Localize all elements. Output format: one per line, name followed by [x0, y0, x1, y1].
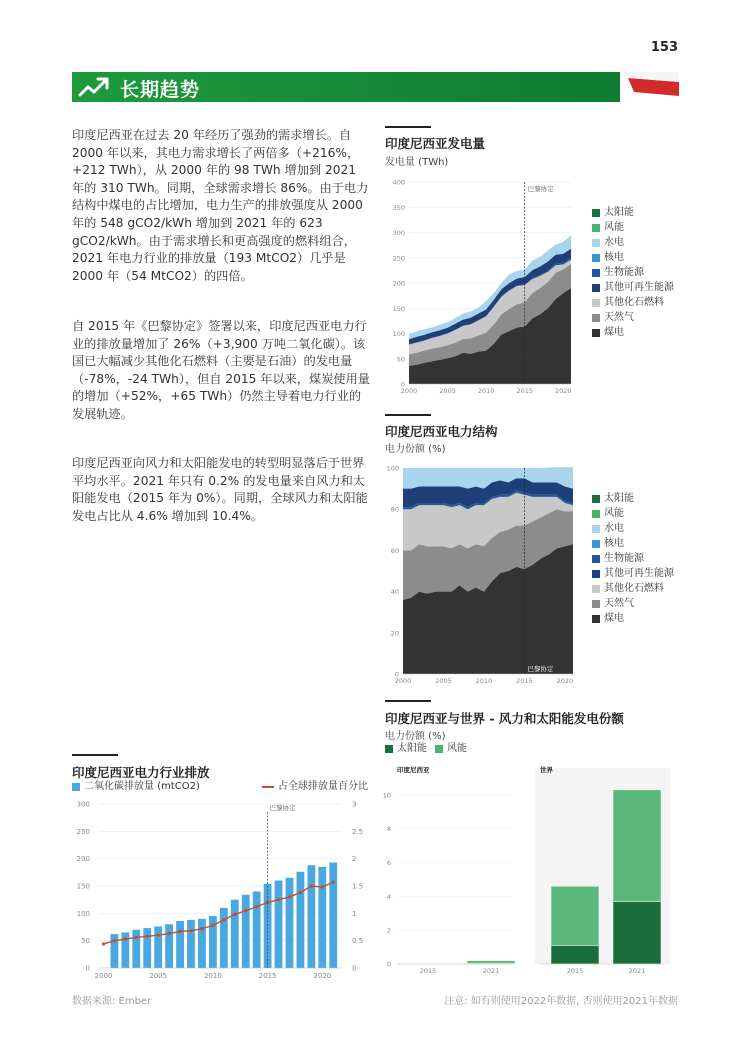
- legend-swatch: [72, 783, 80, 791]
- emission-bar: [165, 924, 173, 968]
- y-right-tick-label: 3: [352, 800, 357, 809]
- y-left-tick-label: 250: [76, 827, 90, 836]
- legend-label: 水电: [604, 523, 624, 534]
- bar-风能: [467, 961, 515, 964]
- global-share-point: [178, 930, 181, 933]
- legend-item: [592, 581, 674, 596]
- panel-label: 世界: [540, 766, 553, 774]
- emission-bar: [297, 872, 305, 968]
- legend-swatch: [592, 239, 600, 247]
- legend-label: 煤电: [604, 327, 624, 338]
- chart2-title: 印度尼西亚电力结构: [385, 424, 498, 439]
- legend-item: [592, 280, 674, 295]
- x-tick-label: 2000: [400, 387, 418, 395]
- generation-area-chart: [375, 172, 585, 396]
- x-tick-label: 2005: [435, 677, 452, 685]
- legend-swatch: [592, 600, 600, 608]
- chart1-legend: [592, 205, 674, 340]
- global-share-point: [102, 942, 105, 945]
- x-tick-label: 2015: [258, 972, 277, 980]
- y-tick-label: 200: [392, 279, 405, 288]
- global-share-point: [124, 937, 127, 940]
- legend-label: 其他可再生能源: [604, 282, 674, 293]
- global-share-point: [113, 939, 116, 942]
- global-share-point: [157, 934, 160, 937]
- emission-bar: [318, 867, 326, 968]
- legend-swatch: [592, 495, 600, 503]
- global-share-point: [244, 909, 247, 912]
- chart3-rule: [385, 700, 431, 702]
- y-right-tick-label: 0: [352, 964, 357, 973]
- legend-swatch: [385, 745, 393, 753]
- y-tick-label: 400: [392, 178, 405, 187]
- y-right-tick-label: 1.5: [352, 882, 364, 891]
- legend-swatch: [592, 284, 600, 292]
- legend-label: 二氧化碳排放量 (mtCO2): [84, 781, 200, 792]
- y-tick-label: 100: [386, 464, 399, 473]
- legend-label: 占全球排放量百分比: [278, 781, 368, 792]
- global-share-point: [233, 913, 236, 916]
- chart2-legend: [592, 491, 674, 626]
- x-tick-label: 2020: [313, 972, 332, 980]
- y-left-tick-label: 150: [76, 882, 90, 891]
- legend-item: [592, 250, 674, 265]
- legend-swatch: [592, 299, 600, 307]
- legend-line-swatch: [262, 786, 274, 788]
- legend-item: [592, 596, 674, 611]
- legend-swatch: [592, 525, 600, 533]
- bar-风能: [613, 790, 661, 902]
- y-tick-label: 10: [382, 791, 391, 800]
- emission-bar: [231, 900, 239, 968]
- global-share-point: [189, 929, 192, 932]
- legend-item: [592, 611, 674, 626]
- legend-label: 煤电: [604, 613, 624, 624]
- legend-swatch: [592, 329, 600, 337]
- y-tick-label: 50: [396, 355, 405, 364]
- y-tick-label: 300: [392, 229, 405, 237]
- y-tick-label: 8: [386, 825, 391, 834]
- legend-emissions: [72, 779, 200, 794]
- page-number: 153: [650, 40, 678, 55]
- y-right-tick-label: 0.5: [352, 937, 364, 946]
- legend-swatch: [592, 224, 600, 232]
- emission-bar: [132, 930, 140, 968]
- y-tick-label: 350: [392, 203, 405, 212]
- global-share-point: [277, 898, 280, 901]
- x-tick-label: 2021: [482, 967, 500, 975]
- y-tick-label: 0: [386, 960, 391, 969]
- emission-bar: [143, 928, 151, 968]
- y-left-tick-label: 300: [76, 800, 90, 809]
- y-tick-label: 40: [390, 588, 399, 597]
- x-tick-label: 2010: [203, 972, 222, 980]
- panel-label: 印度尼西亚: [397, 766, 430, 774]
- legend-solar: [385, 741, 427, 756]
- legend-label: 其他化石燃料: [604, 297, 664, 308]
- emission-bar: [275, 881, 283, 968]
- x-tick-label: 2005: [149, 972, 168, 980]
- x-tick-label: 2020: [555, 387, 572, 395]
- emission-bar: [242, 895, 250, 968]
- global-share-point: [200, 927, 203, 930]
- x-tick-label: 2015: [516, 387, 533, 395]
- emission-bar: [286, 878, 294, 968]
- chart4-rule: [72, 754, 118, 756]
- section-banner: [72, 72, 679, 102]
- legend-swatch: [435, 745, 443, 753]
- y-right-tick-label: 2.5: [352, 827, 364, 836]
- chart4-legend: [72, 779, 368, 794]
- mix-share-chart: [375, 460, 585, 692]
- global-share-point: [332, 881, 335, 884]
- x-tick-label: 2000: [394, 677, 412, 685]
- y-left-tick-label: 0: [85, 964, 90, 973]
- footer-source: 数据来源: Ember: [72, 996, 152, 1007]
- legend-item: [592, 521, 674, 536]
- legend-item: [592, 325, 674, 340]
- legend-label: 天然气: [604, 312, 634, 323]
- global-share-point: [135, 936, 138, 939]
- chart1-ylabel: 发电量 (TWh): [385, 157, 449, 168]
- y-right-tick-label: 1: [352, 909, 357, 918]
- emission-bar: [253, 891, 261, 968]
- legend-wind: [435, 741, 467, 756]
- global-share-point: [288, 895, 291, 898]
- legend-label: 核电: [604, 538, 624, 549]
- y-tick-label: 250: [392, 254, 405, 263]
- y-tick-label: 80: [390, 505, 399, 514]
- chart3-ylabel: 电力份额 (%): [385, 731, 446, 742]
- y-left-tick-label: 100: [76, 909, 90, 918]
- y-tick-label: 150: [392, 304, 405, 313]
- x-tick-label: 2020: [556, 677, 574, 685]
- legend-swatch: [592, 510, 600, 518]
- emission-bar: [307, 865, 315, 968]
- legend-label: 核电: [604, 252, 624, 263]
- emission-bar: [198, 919, 206, 968]
- chart2-ylabel: 电力份额 (%): [385, 444, 446, 455]
- legend-label: 生物能源: [604, 267, 644, 278]
- legend-label: 其他化石燃料: [604, 583, 664, 594]
- legend-label: 风能: [604, 222, 624, 233]
- bar-太阳能: [613, 901, 661, 964]
- global-share-point: [168, 932, 171, 935]
- global-share-point: [255, 905, 258, 908]
- y-left-tick-label: 200: [76, 855, 90, 864]
- global-share-point: [310, 884, 313, 887]
- x-tick-label: 2015: [419, 967, 437, 975]
- y-tick-label: 4: [386, 892, 391, 901]
- x-tick-label: 2000: [94, 972, 113, 980]
- paragraph-2: 自 2015 年《巴黎协定》签署以来，印度尼西亚电力行业的排放量增加了 26%（+3,900 万吨二氧化碳）。该国已大幅减少其他化石燃料（主要是石油）的发电量（-78%，-24 TWh），但自 2015 年以来，煤炭使用量的增加（+52%，+65 TWh）仍然主导着电力行业的发展轨迹。: [72, 319, 370, 421]
- footer-note: 注意: 如有则使用2022年数据, 否则使用2021年数据: [444, 996, 678, 1007]
- global-share-point: [299, 891, 302, 894]
- legend-item: [592, 235, 674, 250]
- paris-agreement-label: 巴黎协定: [527, 185, 554, 193]
- x-tick-label: 2010: [477, 387, 495, 395]
- legend-label: 天然气: [604, 598, 634, 609]
- y-tick-label: 60: [390, 546, 399, 555]
- chart1-title: 印度尼西亚发电量: [385, 136, 486, 151]
- chart2-rule: [385, 414, 431, 416]
- legend-item: [592, 205, 674, 220]
- global-share-point: [146, 935, 149, 938]
- emission-bar: [176, 921, 184, 968]
- legend-item: [592, 295, 674, 310]
- banner-red-stripe: [620, 72, 679, 102]
- legend-label: 水电: [604, 237, 624, 248]
- legend-label: 其他可再生能源: [604, 568, 674, 579]
- emission-bar: [329, 862, 337, 968]
- legend-swatch: [592, 209, 600, 217]
- chart3-legend: [385, 741, 467, 756]
- paragraph-3: 印度尼西亚向风力和太阳能发电的转型明显落后于世界平均水平。2021 年只有 0.2% 的发电量来自风力和太阳能发电（2015 年为 0%）。同期，全球风力和太阳能发电占比从 4.6% 增加到 10.4%。: [72, 456, 368, 523]
- paragraph-1: 印度尼西亚在过去 20 年经历了强劲的需求增长。自 2000 年以来，其电力需求增长了两倍多（+216%，+212 TWh），从 2000 年的 98 TWh 增加到 2021 年的 310 TWh。同期，全球需求增长 86%。由于电力结构中煤电的占比增加，电力生产的排放强度从 2000 年的 548 gCO2/kWh 增加到 2021 年的 623 gCO2/kWh。由于需求增长和更高强度的燃料组合，2021 年电力行业的排放量（193 MtCO2）几乎是 2000 年（54 MtCO2）的四倍。: [72, 128, 369, 283]
- x-tick-label: 2010: [475, 677, 493, 685]
- chart4-title: 印度尼西亚电力行业排放: [72, 765, 210, 780]
- legend-item: [592, 506, 674, 521]
- y-tick-label: 6: [386, 859, 391, 868]
- x-tick-label: 2021: [628, 967, 646, 975]
- x-tick-label: 2005: [439, 387, 456, 395]
- emission-bar: [220, 908, 228, 968]
- legend-swatch: [592, 585, 600, 593]
- legend-item: [592, 491, 674, 506]
- legend-label: 生物能源: [604, 553, 644, 564]
- legend-item: [592, 566, 674, 581]
- legend-swatch: [592, 314, 600, 322]
- paris-agreement-label: 巴黎协定: [527, 665, 554, 673]
- section-title: 长期趋势: [120, 79, 201, 101]
- chart1-rule: [385, 126, 431, 128]
- legend-swatch: [592, 540, 600, 548]
- y-tick-label: 0: [400, 380, 405, 389]
- bar-风能: [551, 886, 599, 945]
- y-tick-label: 0: [394, 670, 399, 679]
- legend-swatch: [592, 555, 600, 563]
- emission-bar: [187, 920, 195, 968]
- global-share-point: [222, 918, 225, 921]
- legend-label: 太阳能: [604, 207, 634, 218]
- legend-item: [592, 220, 674, 235]
- legend-swatch: [592, 615, 600, 623]
- x-tick-label: 2015: [566, 967, 584, 975]
- emissions-chart: [60, 796, 372, 984]
- global-share-point: [321, 885, 324, 888]
- legend-share: [262, 779, 368, 794]
- wind-solar-share-chart: [375, 756, 680, 978]
- legend-item: [592, 310, 674, 325]
- y-tick-label: 100: [392, 330, 405, 338]
- y-tick-label: 20: [390, 629, 399, 638]
- global-share-point: [211, 924, 214, 927]
- x-tick-label: 2015: [516, 677, 533, 685]
- y-tick-label: 2: [386, 926, 391, 935]
- legend-swatch: [592, 269, 600, 277]
- legend-label: 风能: [604, 508, 624, 519]
- legend-swatch: [592, 570, 600, 578]
- legend-item: [592, 265, 674, 280]
- chart3-title: 印度尼西亚与世界 - 风力和太阳能发电份额: [385, 711, 624, 726]
- y-left-tick-label: 50: [81, 937, 90, 946]
- emission-bar: [154, 926, 162, 968]
- paris-agreement-label: 巴黎协定: [269, 804, 296, 812]
- legend-swatch: [592, 254, 600, 262]
- legend-label: 风能: [447, 743, 467, 754]
- legend-label: 太阳能: [604, 493, 634, 504]
- legend-item: [592, 536, 674, 551]
- bar-太阳能: [551, 945, 599, 964]
- legend-item: [592, 551, 674, 566]
- trend-up-icon: [78, 75, 110, 99]
- y-right-tick-label: 2: [352, 855, 357, 864]
- legend-label: 太阳能: [397, 743, 427, 754]
